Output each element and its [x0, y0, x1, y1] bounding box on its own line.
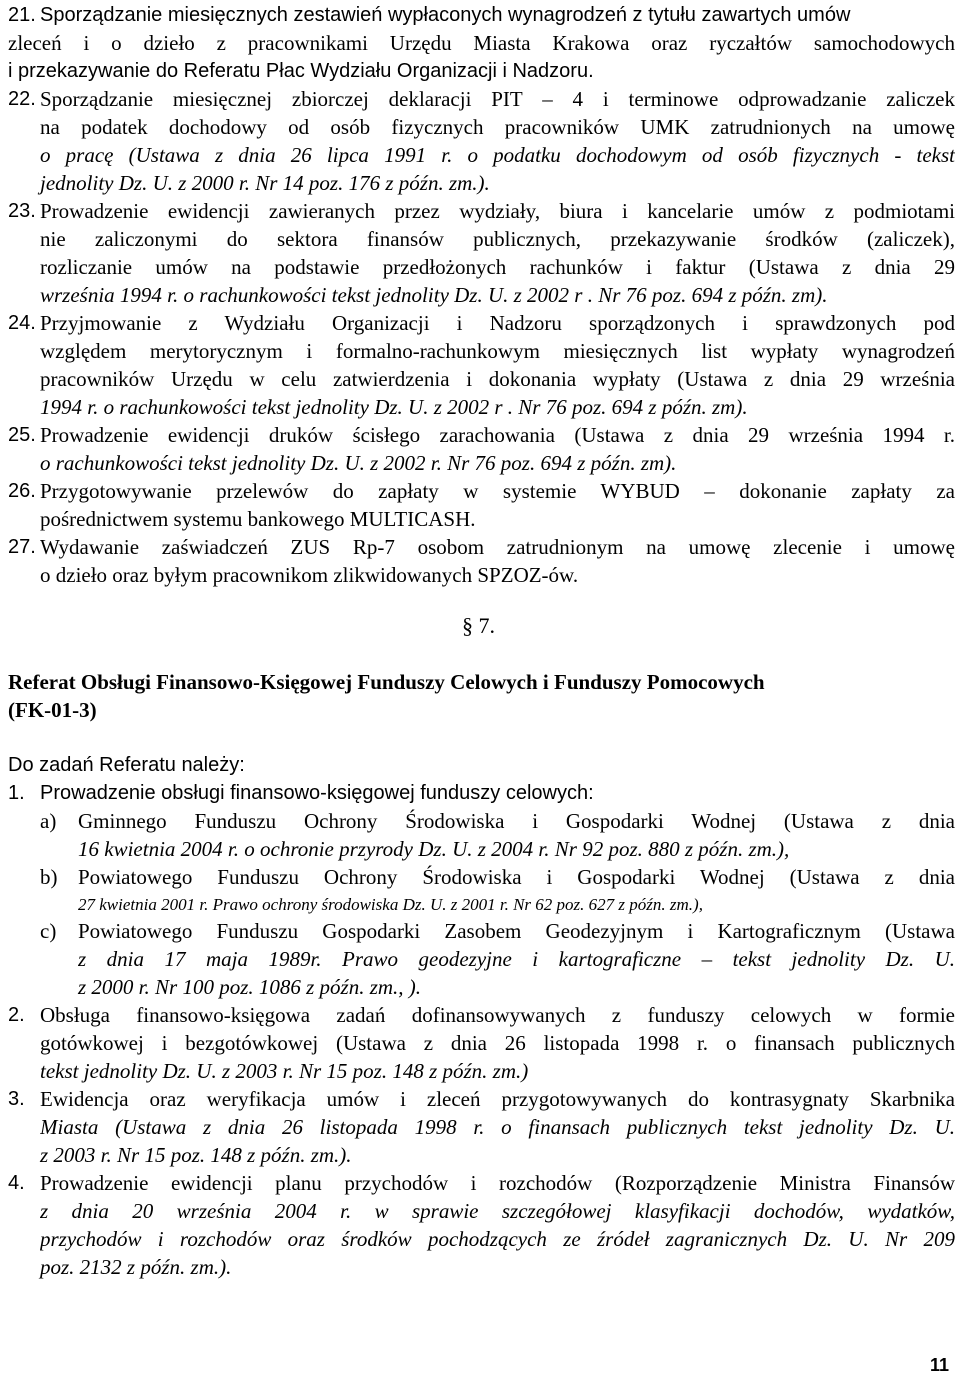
item-line: o pracę (Ustawa z dnia 26 lipca 1991 r. o podatku dochodowym od osób fizycznych - tekst — [40, 143, 955, 167]
item-number: 26. — [8, 480, 36, 502]
item-number: 23. — [8, 200, 36, 222]
subitem-line: z 2000 r. Nr 100 poz. 1086 z późn. zm., ). — [78, 975, 422, 999]
task-line: przychodów i rozchodów oraz środków pochodzących ze źródeł zagranicznych Dz. U. Nr 209 — [40, 1227, 955, 1251]
subitem-letter: b) — [40, 865, 58, 889]
section-number: § 7. — [462, 613, 495, 638]
task-line: z 2003 r. Nr 15 poz. 148 z późn. zm.). — [40, 1143, 352, 1167]
task-line: z dnia 20 września 2004 r. w sprawie szczegółowej klasyfikacji dochodów, wydatków, — [40, 1199, 955, 1223]
task-line: Miasta (Ustawa z dnia 26 listopada 1998 r. o finansach publicznych tekst jednolity Dz. U. — [40, 1115, 955, 1139]
item-number: 22. — [8, 88, 36, 110]
item-line: o rachunkowości tekst jednolity Dz. U. z 2002 r. Nr 76 poz. 694 z późn. zm). — [40, 451, 677, 475]
item-line: Sporządzanie miesięcznych zestawień wypłaconych wynagrodzeń z tytułu zawartych umów — [40, 4, 851, 26]
section-heading-code: (FK-01-3) — [8, 698, 97, 722]
item-line: jednolity Dz. U. z 2000 r. Nr 14 poz. 176 z późn. zm.). — [40, 171, 490, 195]
subitem-line: z dnia 17 maja 1989r. Prawo geodezyjne i kartograficzne – tekst jednolity Dz. U. — [78, 947, 955, 971]
subitem-line: Powiatowego Funduszu Gospodarki Zasobem Geodezyjnym i Kartograficznym (Ustawa — [78, 919, 955, 943]
item-line: Wydawanie zaświadczeń ZUS Rp-7 osobom zatrudnionym na umowę zlecenie i umowę — [40, 535, 955, 559]
item-number: 27. — [8, 536, 36, 558]
item-line: zleceń i o dzieło z pracownikami Urzędu Miasta Krakowa oraz ryczałtów samochodowych — [8, 31, 955, 55]
item-number: 21. — [8, 4, 36, 26]
item-line: względem merytorycznym i formalno-rachunkowym miesięcznych list wypłaty wynagrodzeń — [40, 339, 955, 363]
item-line: rozliczanie umów na podstawie przedłożonych rachunków i faktur (Ustawa z dnia 29 — [40, 255, 955, 279]
task-line: Prowadzenie obsługi finansowo-księgowej funduszy celowych: — [40, 782, 594, 804]
item-line: na podatek dochodowy od osób fizycznych pracowników UMK zatrudnionych na umowę — [40, 115, 955, 139]
task-line: Prowadzenie ewidencji planu przychodów i rozchodów (Rozporządzenie Ministra Finansów — [40, 1171, 955, 1195]
item-line: września 1994 r. o rachunkowości tekst jednolity Dz. U. z 2002 r . Nr 76 poz. 694 z późn. zm). — [40, 283, 828, 307]
task-number: 4. — [8, 1172, 25, 1194]
subitem-letter: a) — [40, 809, 57, 833]
subitem-line: Powiatowego Funduszu Ochrony Środowiska i Gospodarki Wodnej (Ustawa z dnia — [78, 865, 955, 889]
subitem-line: 27 kwietnia 2001 r. Prawo ochrony środowiska Dz. U. z 2001 r. Nr 62 poz. 627 z późn. zm.), — [78, 895, 703, 914]
item-line: Przygotowywanie przelewów do zapłaty w systemie WYBUD – dokonanie zapłaty za — [40, 479, 955, 503]
item-number: 24. — [8, 312, 36, 334]
section-heading: Referat Obsługi Finansowo-Księgowej Funduszy Celowych i Funduszy Pomocowych — [8, 670, 765, 694]
item-line: o dzieło oraz byłym pracownikom zlikwidowanych SPZOZ-ów. — [40, 563, 579, 587]
item-line: pośrednictwem systemu bankowego MULTICASH. — [40, 507, 476, 531]
item-line: nie zaliczonymi do sektora finansów publicznych, przekazywanie środków (zaliczek), — [40, 227, 955, 251]
task-number: 3. — [8, 1088, 25, 1110]
item-number: 25. — [8, 424, 36, 446]
task-line: Obsługa finansowo-księgowa zadań dofinansowywanych z funduszy celowych w formie — [40, 1003, 955, 1027]
item-line: Przyjmowanie z Wydziału Organizacji i Nadzoru sporządzonych i sprawdzonych pod — [40, 311, 955, 335]
intro-text: Do zadań Referatu należy: — [8, 754, 245, 776]
task-line: tekst jednolity Dz. U. z 2003 r. Nr 15 poz. 148 z późn. zm.) — [40, 1059, 529, 1083]
item-line: Prowadzenie ewidencji zawieranych przez wydziały, biura i kancelarie umów z podmiotami — [40, 199, 955, 223]
task-number: 1. — [8, 782, 25, 804]
task-line: Ewidencja oraz weryfikacja umów i zleceń przygotowywanych do kontrasygnaty Skarbnika — [40, 1087, 955, 1111]
page-number: 11 — [930, 1355, 950, 1375]
task-line: gotówkowej i bezgotówkowej (Ustawa z dnia 26 listopada 1998 r. o finansach publicznych — [40, 1031, 955, 1055]
task-line: poz. 2132 z późn. zm.). — [40, 1255, 232, 1279]
task-number: 2. — [8, 1004, 25, 1026]
subitem-line: Gminnego Funduszu Ochrony Środowiska i Gospodarki Wodnej (Ustawa z dnia — [78, 809, 955, 833]
item-line: pracowników Urzędu w celu zatwierdzenia i dokonania wypłaty (Ustawa z dnia 29 września — [40, 367, 955, 391]
item-line: Sporządzanie miesięcznej zbiorczej deklaracji PIT – 4 i terminowe odprowadzanie zaliczek — [40, 87, 955, 111]
item-line: i przekazywanie do Referatu Płac Wydziału Organizacji i Nadzoru. — [8, 60, 594, 82]
subitem-line: 16 kwietnia 2004 r. o ochronie przyrody Dz. U. z 2004 r. Nr 92 poz. 880 z późn. zm.), — [78, 837, 790, 861]
item-line: Prowadzenie ewidencji druków ścisłego zarachowania (Ustawa z dnia 29 września 1994 r. — [40, 423, 955, 447]
item-line: 1994 r. o rachunkowości tekst jednolity Dz. U. z 2002 r . Nr 76 poz. 694 z późn. zm). — [40, 395, 748, 419]
subitem-letter: c) — [40, 919, 57, 943]
